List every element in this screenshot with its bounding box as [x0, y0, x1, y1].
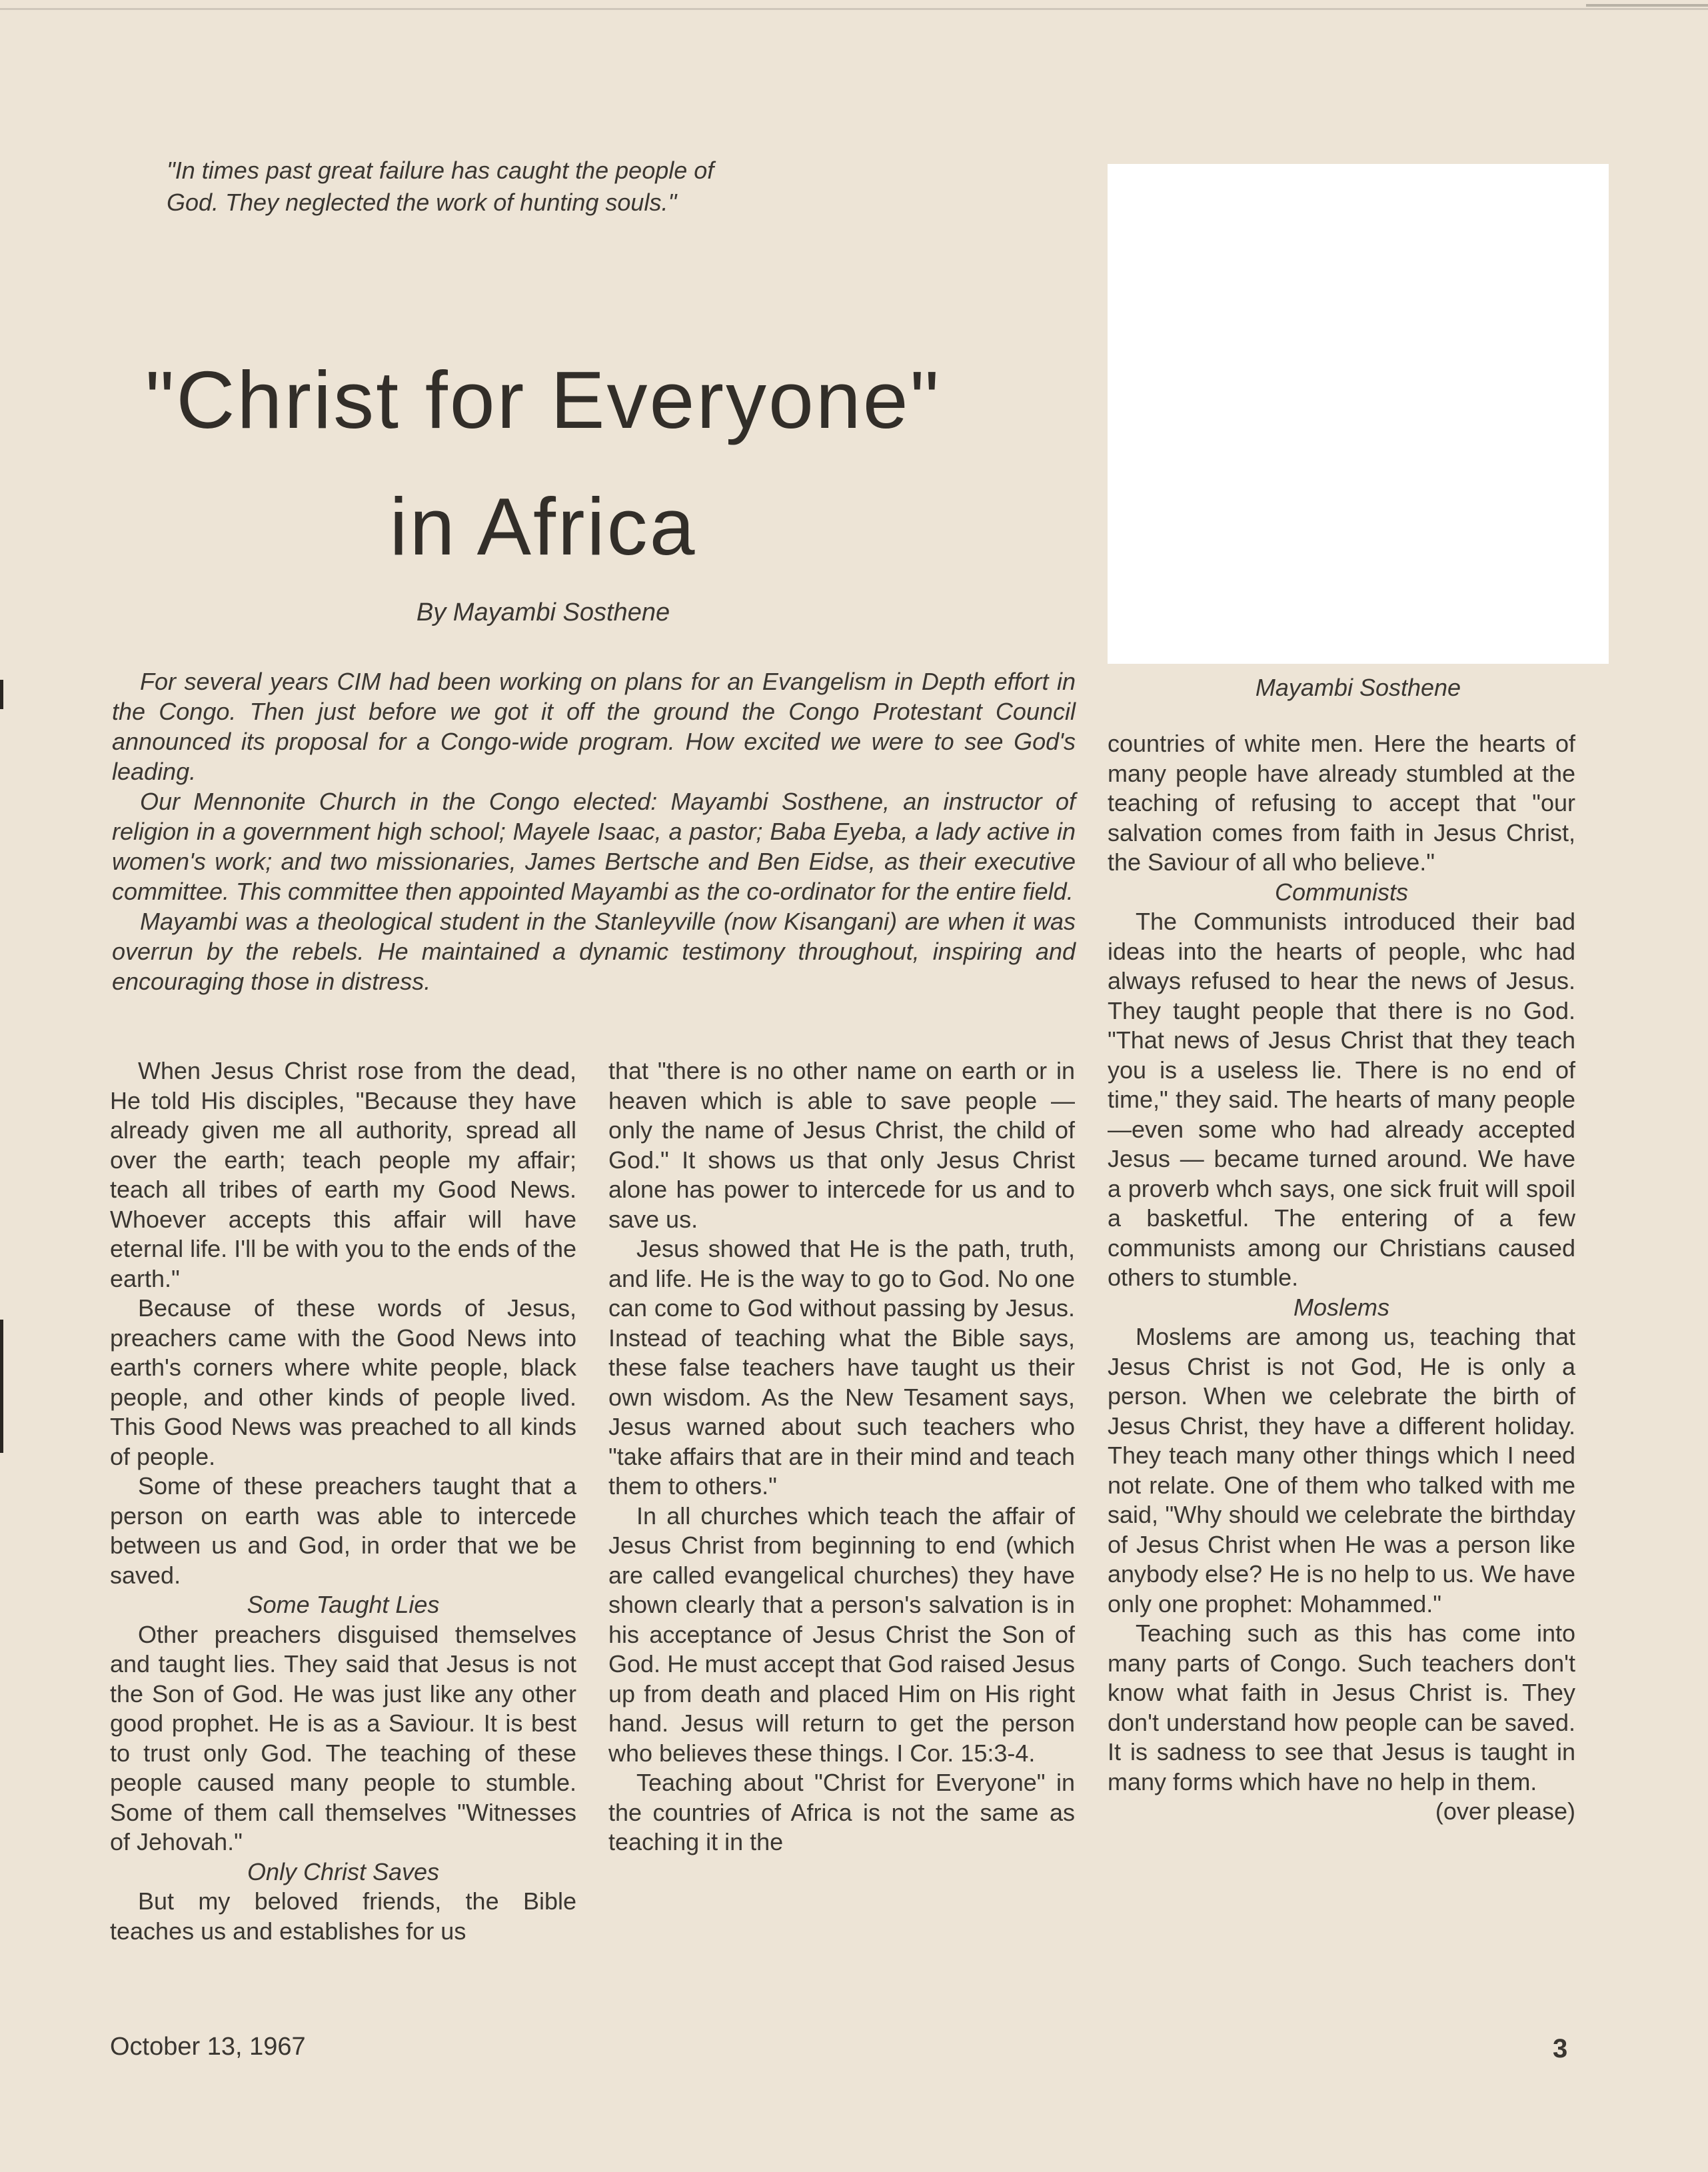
- pull-quote: [167, 155, 873, 219]
- byline: By Mayambi Sosthene: [416, 598, 670, 626]
- body-paragraph: Teaching about "Christ for Everyone" in the countries of Africa is not the same as teaching it in the: [608, 1769, 1075, 1855]
- body-paragraph: countries of white men. Here the hearts of many people have already stumbled at the teaching of refusing to accept that "our salvation comes from faith in Jesus Christ, the Saviour of all who believe.": [1108, 730, 1575, 876]
- continued-note: (over please): [1435, 1797, 1575, 1825]
- page-top-edge-mark: [1586, 4, 1708, 7]
- intro-paragraph: For several years CIM had been working on plans for an Evangelism in Depth effort in the Congo. Then just before we got it off the ground the Congo Protestant Council announced its proposal for a Congo-wide program. How excited we were to see God's leading.: [112, 668, 1076, 785]
- subheading: Only Christ Saves: [247, 1857, 440, 1885]
- subheading: Moslems: [1293, 1293, 1390, 1321]
- article-column-2: [608, 1056, 1075, 1857]
- body-paragraph: that "there is no other name on earth or in heaven which is able to save people — only the name of Jesus Christ, the child of God." It shows us that only Jesus Christ alone has power to intercede for us and to save us.: [608, 1057, 1075, 1233]
- body-paragraph: Because of these words of Jesus, preachers came with the Good News into earth's corners where white people, black people, and other kinds of people lived. This Good News was preached to all kinds of people.: [110, 1294, 576, 1470]
- body-paragraph: Moslems are among us, teaching that Jesus Christ is not God, He is only a person. When we celebrate the birth of Jesus Christ, they have a different holiday. They teach many other things which I need not relate. One of them who talked with me said, "Why should we celebrate the birthday of Jesus Christ when He was a person like anybody else? He is no help to us. We have only one prophet: Mohammed.": [1108, 1323, 1575, 1618]
- page-number: 3: [1553, 2034, 1568, 2063]
- article-column-1: [110, 1056, 576, 1946]
- subheading: Communists: [1274, 878, 1409, 906]
- body-paragraph: Other preachers disguised themselves and taught lies. They said that Jesus is not the Son of God. He was just like any other good prophet. He is as a Saviour. It is best to trust only God. The teaching of these people caused many people to stumble. Some of them call themselves "Witnesses of Jehovah.": [110, 1620, 576, 1855]
- article-column-3: [1108, 729, 1575, 1827]
- intro-paragraph: Mayambi was a theological student in the Stanleyville (now Kisangani) are when it was overrun by the rebels. He maintained a dynamic testimony throughout, inspiring and encouraging those in distress.: [112, 908, 1076, 995]
- body-paragraph: When Jesus Christ rose from the dead, He told His disciples, "Because they have already given me all authority, spread all over the earth; teach people my affair; teach all tribes of earth my Good News. Whoever accepts this affair will have eternal life. I'll be with you to the ends of the earth.": [110, 1057, 576, 1292]
- binding-edge-mark: [0, 680, 3, 709]
- body-paragraph: Teaching such as this has come into many parts of Congo. Such teachers don't know what faith in Jesus Christ is. They don't understand how people can be saved. It is sadness to see that Jesus is taught in many forms which have no help in them.: [1108, 1620, 1575, 1795]
- body-paragraph: The Communists introduced their bad ideas into the hearts of people, whc had always refused to hear the news of Jesus. They taught people that there is no God. "That news of Jesus Christ that they teach you is a useless lie. There is no end of time," they said. The hearts of many people—even some who had already accepted Jesus — became turned around. We have a proverb whch says, one sick fruit will spoil a basketful. The entering of a few communists among our Christians caused others to stumble.: [1108, 908, 1575, 1291]
- article-title: [133, 337, 953, 590]
- body-paragraph: But my beloved friends, the Bible teaches us and establishes for us: [110, 1887, 576, 1945]
- photo-caption: Mayambi Sosthene: [1255, 674, 1461, 701]
- body-paragraph: Jesus showed that He is the path, truth, and life. He is the way to go to God. No one can come to God without passing by Jesus. Instead of teaching what the Bible says, these false teachers have taught us their own wisdom. As the New Tesament says, Jesus warned about such teachers who "take affairs that are in their mind and teach them to others.": [608, 1235, 1075, 1500]
- intro-paragraph: Our Mennonite Church in the Congo elected: Mayambi Sosthene, an instructor of religion in a government high school; Mayele Isaac, a pastor; Baba Eyeba, a lady active in women's work; and two missionaries, James Bertsche and Ben Eidse, as their executive committee. This committee then appointed Mayambi as the co-ordinator for the entire field.: [112, 788, 1076, 905]
- body-paragraph: In all churches which teach the affair of Jesus Christ from beginning to end (which are called evangelical churches) they have shown clearly that a person's salvation is in his acceptance of Jesus Christ the Son of God. He must accept that God raised Jesus up from death and placed Him on His right hand. Jesus will return to get the person who believes these things. I Cor. 15:3-4.: [608, 1502, 1075, 1767]
- author-photo: [1108, 164, 1609, 664]
- pull-quote-line: God. They neglected the work of hunting souls.": [167, 189, 677, 216]
- intro-section: [112, 666, 1076, 996]
- pull-quote-line: "In times past great failure has caught the people of: [167, 157, 714, 184]
- body-paragraph: Some of these preachers taught that a person on earth was able to intercede between us and God, in order that we be saved.: [110, 1472, 576, 1589]
- title-line-2: in Africa: [389, 481, 697, 572]
- title-line-1: "Christ for Everyone": [145, 355, 941, 445]
- subheading: Some Taught Lies: [247, 1591, 440, 1618]
- page-top-rule: [0, 8, 1708, 10]
- issue-date: October 13, 1967: [110, 2033, 306, 2061]
- binding-edge-mark: [0, 1320, 3, 1453]
